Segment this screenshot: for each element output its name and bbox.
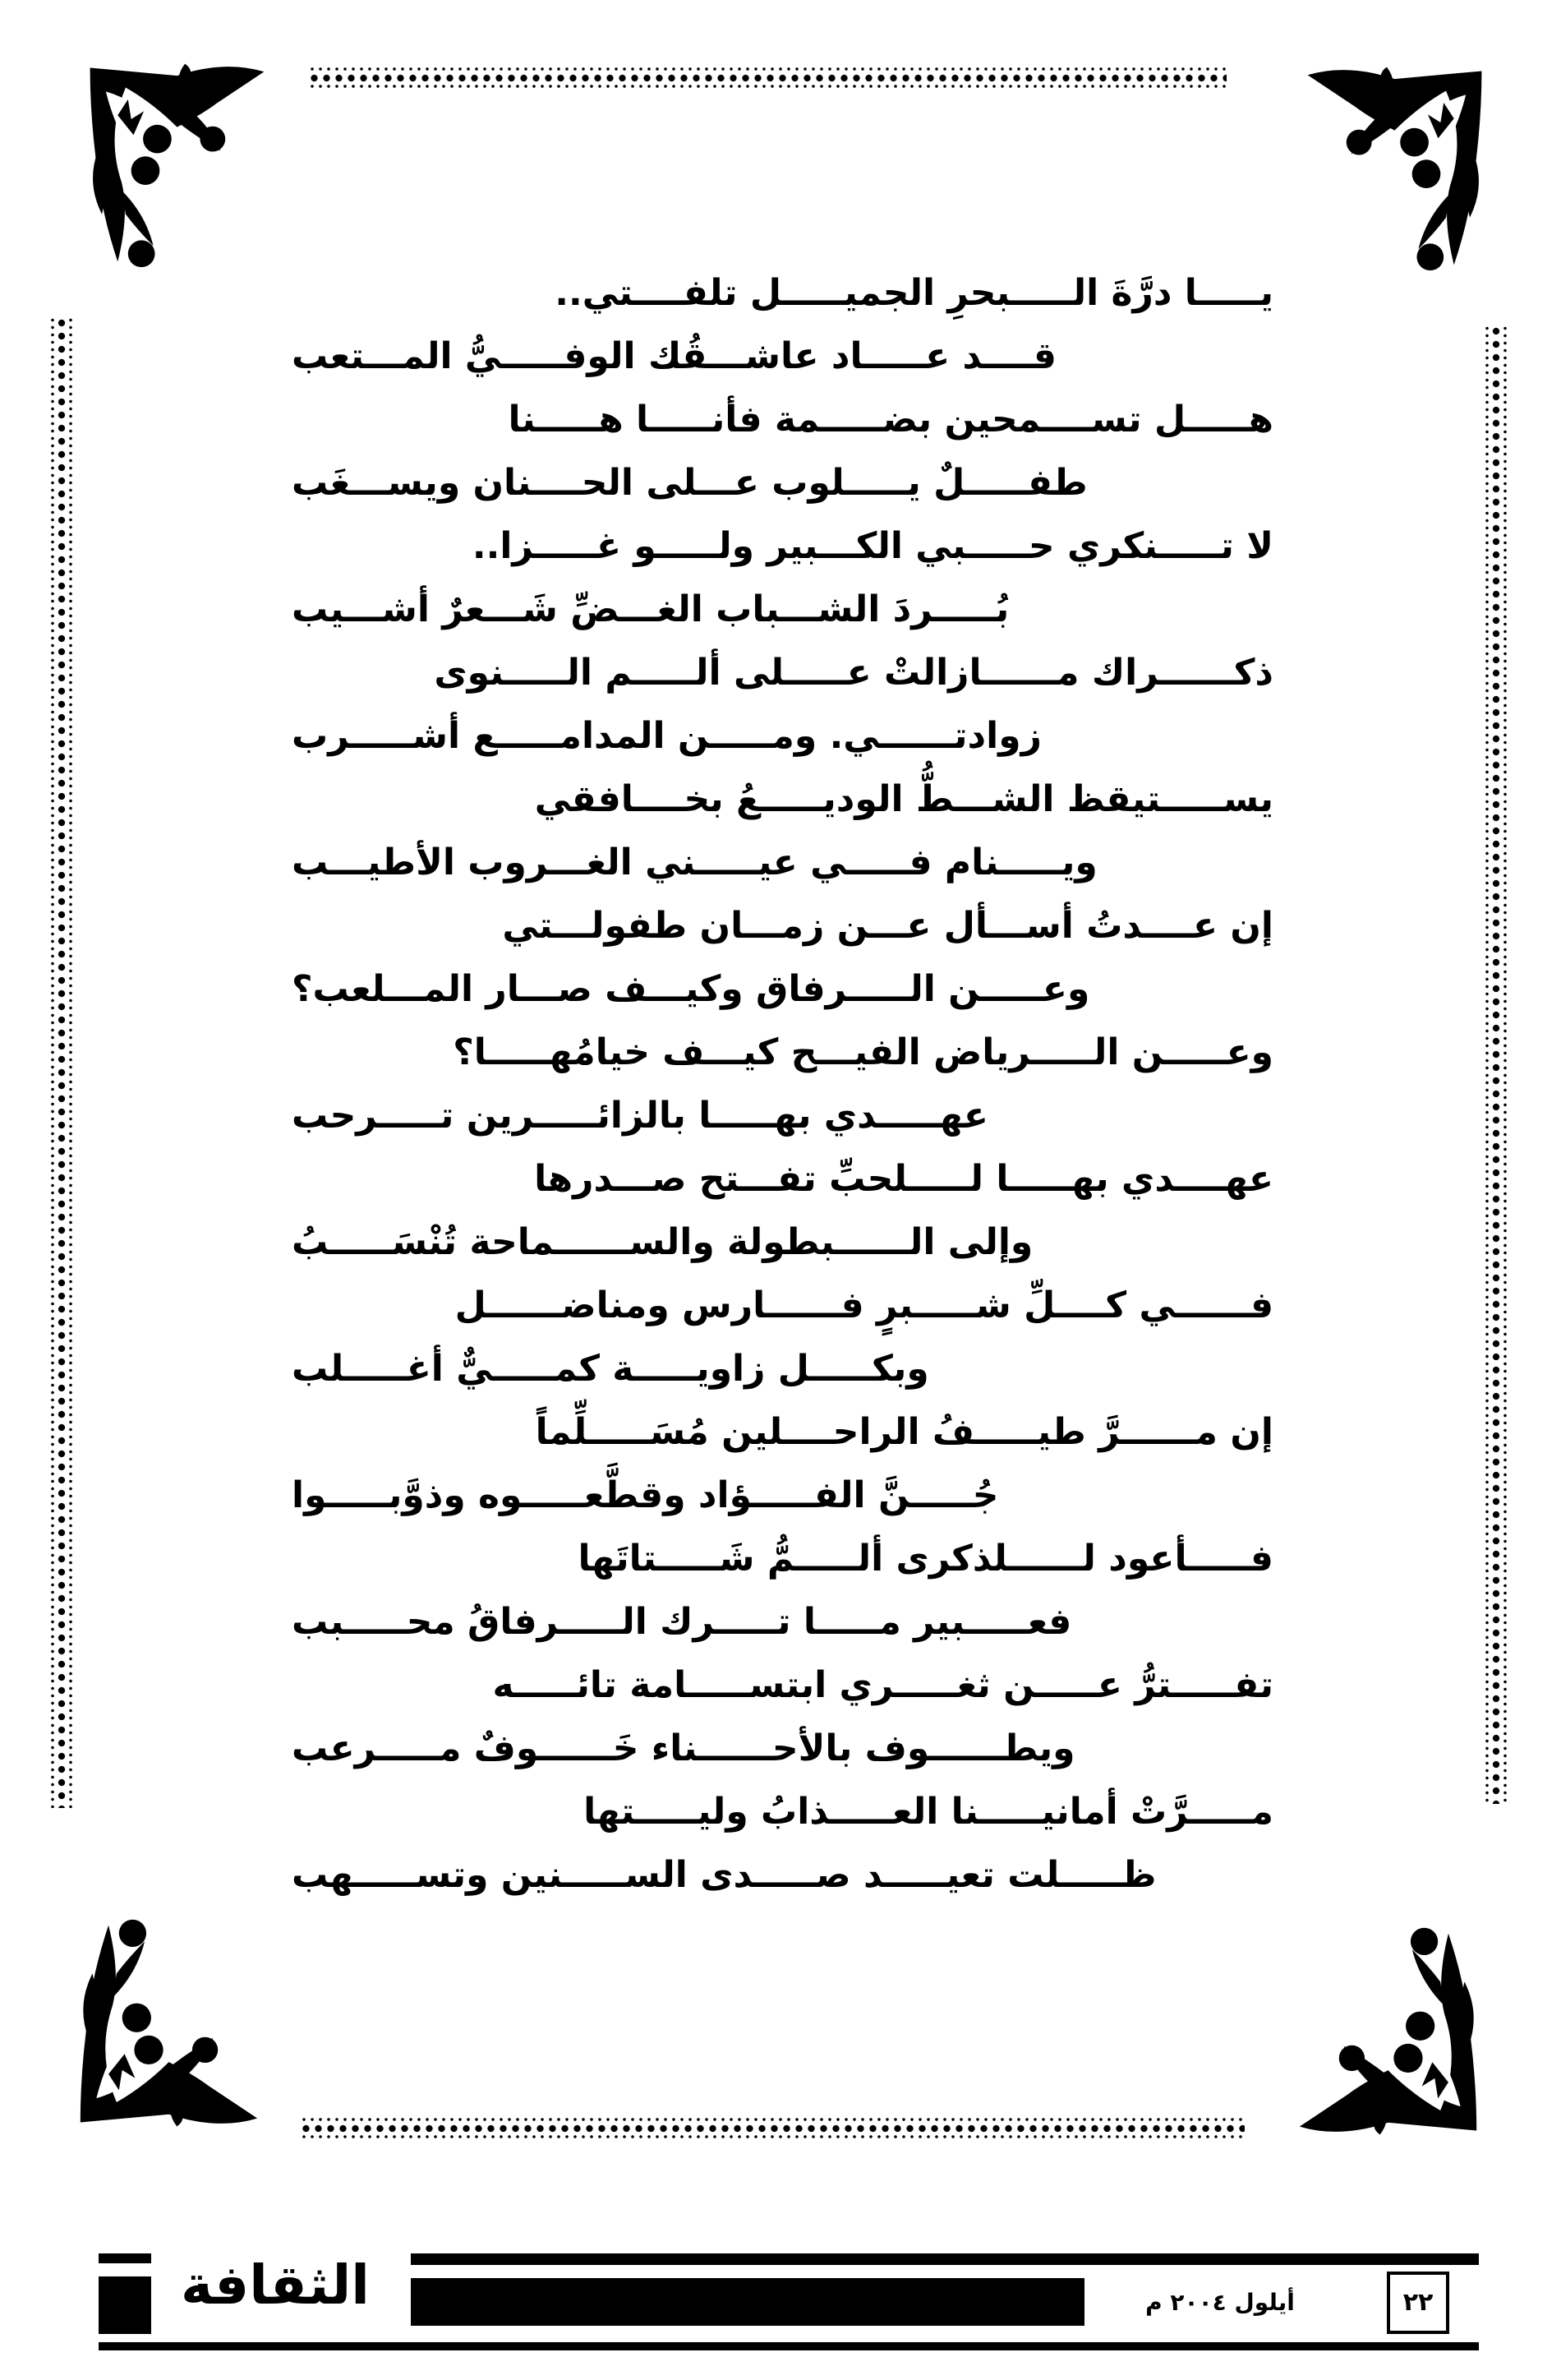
verse-line	[292, 1717, 1273, 1780]
left-dotted-border	[51, 316, 72, 1808]
verse-text: عهــــدي بهـــــا لـــــلحبِّ تفـــتح صـــدرها	[534, 1158, 1273, 1200]
verse-text: قــــد عـــــاد عاشـــقُك الوفـــــيُّ المـــتعب	[292, 335, 1057, 377]
verse-text: وعـــــن الـــــرياض الفيـــح كيـــف خيامُهـــــا؟	[453, 1031, 1273, 1073]
magazine-logo: الثقافة	[181, 2253, 370, 2317]
verse-line	[292, 514, 1273, 578]
verse-line	[292, 261, 1273, 325]
verse-text: ويـــــنام فـــــي عيـــــني الغـــروب الأطيـــب	[292, 842, 1098, 883]
verse-text: وبكـــــل زاويـــــة كمـــــيٌّ أغـــــلب	[292, 1348, 929, 1390]
bottom-dotted-border	[300, 2118, 1245, 2139]
footer-rule-top	[411, 2253, 1479, 2265]
verse-text: وعـــــن الـــــرفاق وكيـــف صـــار المـــلعب؟	[292, 968, 1090, 1010]
verse-line	[292, 1147, 1273, 1211]
verse-text: يـــــا درَّةَ الـــــبحرِ الجميـــــل تلفــــتي..	[555, 272, 1273, 314]
floral-ornament-icon	[1292, 1923, 1485, 2145]
verse-line	[292, 1843, 1273, 1907]
verse-line	[292, 1211, 1273, 1274]
verse-line	[292, 1780, 1273, 1843]
verse-line	[292, 1400, 1273, 1464]
verse-line	[292, 894, 1273, 957]
floral-corner-ornament-bottom-right	[1292, 1923, 1485, 2145]
issue-date: أيلول ٢٠٠٤ م	[1145, 2289, 1295, 2316]
verse-text: زوادتــــــي. ومـــــن المدامـــــع أشـــــرب	[292, 715, 1042, 757]
verse-line	[292, 1590, 1273, 1654]
verse-text: ظـــــلت تعيـــــد صـــــدى الســـــنين وتســـــهب	[292, 1854, 1157, 1896]
verse-text: إن مــــــرَّ طيـــــفُ الراحــــلين مُسَـــــلِّماً	[535, 1411, 1273, 1453]
floral-ornament-icon	[81, 56, 274, 270]
footer-rule-thick	[411, 2278, 1084, 2326]
verse-line	[292, 1654, 1273, 1717]
verse-line	[292, 1337, 1273, 1400]
verse-line	[292, 325, 1273, 388]
verse-line	[292, 451, 1273, 514]
verse-text: بُـــــردَ الشـــباب الغـــضِّ شَـــعرٌ أشـــيب	[292, 588, 1010, 630]
verse-line	[292, 1084, 1273, 1147]
verse-line	[292, 1464, 1273, 1527]
verse-line	[292, 578, 1273, 641]
verse-line	[292, 1021, 1273, 1084]
verse-text: فـــــأعود لــــــلذكرى ألـــــمُّ شَـــــتاتَها	[578, 1538, 1273, 1580]
verse-text: مـــــرَّتْ أمانيـــــنا العـــــذابُ وليـــــتها	[583, 1791, 1273, 1833]
floral-corner-ornament-top-right	[1298, 59, 1491, 273]
verse-line	[292, 768, 1273, 831]
verse-text: يســـــتيقظ الشـــطُّ الوديـــــعُ بخــــافقي	[534, 778, 1273, 820]
verse-text: ويطــــــوف بالأحــــــناء خَــــــوفٌ مـــــرعب	[292, 1727, 1075, 1769]
page-number: ٢٢	[1387, 2272, 1449, 2334]
verse-line	[292, 388, 1273, 451]
verse-text: تفـــــترُّ عـــــن ثغـــــري ابتســـــامة تائـــــه	[492, 1664, 1273, 1706]
verse-text: فــــــي كــــلِّ شـــــبرٍ فــــــارس ومناضــــــل	[454, 1285, 1273, 1326]
page-footer	[99, 2253, 1479, 2352]
verse-text: لا تـــــنكري حـــــبي الكـــبير ولـــــو غـــــزا..	[472, 525, 1273, 567]
verse-line	[292, 641, 1273, 704]
verse-text: طفـــــلٌ يـــــلوب عـــلى الحــــنان ويســـغَب	[292, 462, 1088, 504]
footer-logo-block	[99, 2276, 151, 2334]
footer-logo-bar	[99, 2253, 151, 2263]
verse-line	[292, 1274, 1273, 1337]
verse-text: فعـــــبير مـــــا تـــــرك الـــــرفاقُ محـــــبب	[292, 1601, 1072, 1643]
verse-line	[292, 831, 1273, 894]
footer-rule-bottom	[99, 2342, 1479, 2350]
verse-line	[292, 1527, 1273, 1590]
floral-corner-ornament-top-left	[81, 56, 274, 270]
right-dotted-border	[1485, 325, 1507, 1804]
floral-corner-ornament-bottom-left	[72, 1915, 265, 2137]
verse-text: هـــــل تســــمحين بضـــــمة فأنـــــا هـــــنا	[508, 399, 1273, 440]
verse-text: إن عــــدتُ أســـأل عـــن زمـــان طفولـــتي	[502, 905, 1273, 947]
verse-text: عهـــــدي بهـــــا بالزائـــــرين تـــــرحب	[292, 1095, 988, 1137]
verse-text: جُـــــنَّ الفـــــؤاد وقطَّعـــــوه وذوَّبـــــوا	[292, 1474, 999, 1516]
floral-ornament-icon	[1298, 59, 1491, 273]
verse-text: وإلى الــــــبطولة والســــــماحة تُنْسَـــــبُ	[292, 1221, 1034, 1263]
verse-line	[292, 957, 1273, 1021]
top-dotted-border	[308, 67, 1227, 89]
verse-line	[292, 704, 1273, 768]
poem-body	[292, 261, 1273, 1907]
verse-text: ذكــــــراك مــــــازالتْ عـــــلى ألـــــم الـــــنوى	[434, 652, 1273, 694]
floral-ornament-icon	[72, 1915, 265, 2137]
